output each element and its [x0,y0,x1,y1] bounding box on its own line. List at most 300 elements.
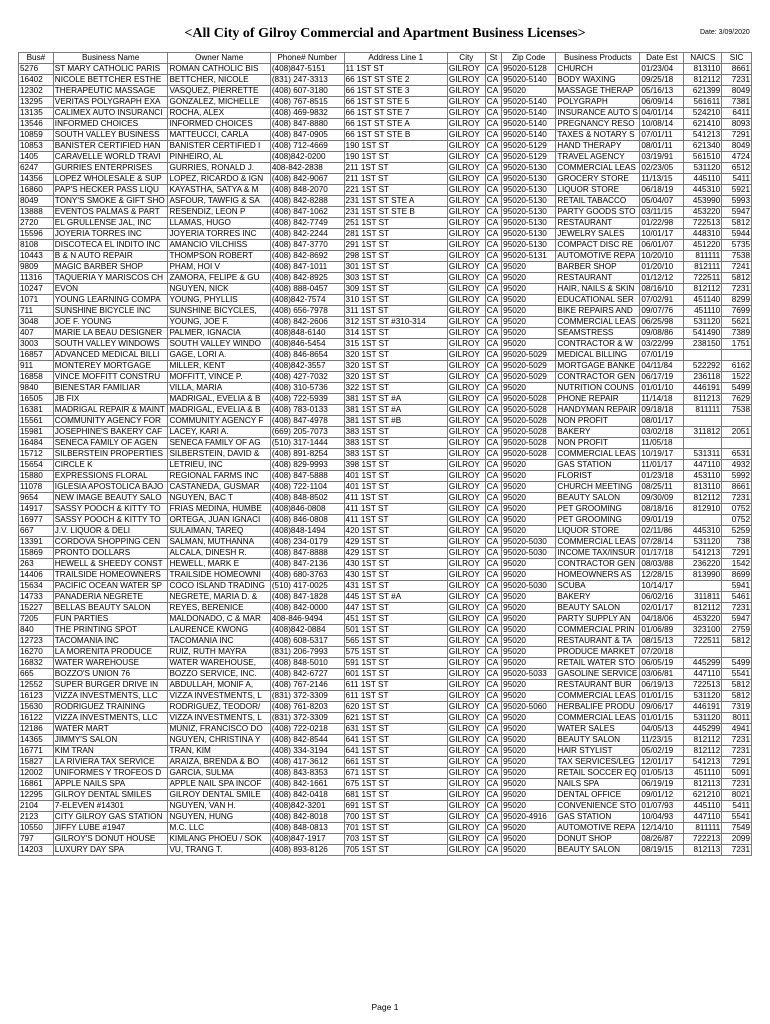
cell-business-products: DENTAL OFFICE [556,790,640,801]
cell-city: GILROY [447,647,485,658]
cell-city: GILROY [447,669,485,680]
cell-bus-num: 15880 [19,471,54,482]
cell-city: GILROY [447,493,485,504]
cell-business-products: JEWELRY SALES [556,229,640,240]
table-row [19,86,752,97]
cell-city: GILROY [447,284,485,295]
cell-sic: 8093 [722,119,752,130]
cell-sic: 6411 [722,108,752,119]
cell-address-line-1: 190 1ST ST [344,152,447,163]
cell-naics: 445310 [684,185,722,196]
cell-state: CA [485,603,501,614]
cell-bus-num: 10859 [19,130,54,141]
cell-date-est: 09/18/18 [640,405,684,416]
cell-bus-num: 1071 [19,295,54,306]
cell-city: GILROY [447,812,485,823]
cell-naics: 447110 [684,669,722,680]
cell-phone-number: 408-846-9494 [270,614,344,625]
cell-address-line-1: 420 1ST ST [344,526,447,537]
cell-bus-num: 16858 [19,372,54,383]
cell-date-est: 09/08/86 [640,328,684,339]
cell-business-name: SASSY POOCH & KITTY TO [53,515,168,526]
table-row [19,834,752,845]
cell-zip-code: 95020-5140 [502,97,556,108]
cell-bus-num: 15712 [19,449,54,460]
cell-sic: 5992 [722,471,752,482]
cell-state: CA [485,361,501,372]
cell-city: GILROY [447,845,485,856]
cell-city: GILROY [447,119,485,130]
cell-bus-num: 797 [19,834,54,845]
cell-owner-name: VIZZA INVESTMENTS, L [168,713,270,724]
cell-owner-name: JOYERIA TORRES INC [168,229,270,240]
cell-phone-number: (408) 712-4669 [270,141,344,152]
cell-business-name: HEWELL & SHEEDY CONST [53,559,168,570]
cell-bus-num: 13888 [19,207,54,218]
cell-business-name: JOSEPHINE'S BAKERY CAF [53,427,168,438]
cell-date-est: 10/20/10 [640,251,684,262]
cell-owner-name: GILROY DENTAL SMILE [168,790,270,801]
cell-phone-number: (408)842-3557 [270,361,344,372]
cell-business-products: MASSAGE THERAP [556,86,640,97]
cell-state: CA [485,570,501,581]
cell-naics: 323100 [684,625,722,636]
cell-address-line-1: 631 1ST ST [344,724,447,735]
cell-phone-number: (408) 842-8692 [270,251,344,262]
cell-sic: 7629 [722,394,752,405]
table-row [19,559,752,570]
cell-state: CA [485,427,501,438]
cell-phone-number: (408) 842-8925 [270,273,344,284]
cell-naics: 236220 [684,559,722,570]
cell-business-products: TAXES & NOTARY S [556,130,640,141]
cell-phone-number: (408) 847-8880 [270,119,344,130]
cell-owner-name: SENECA FAMILY OF AG [168,438,270,449]
cell-address-line-1: 398 1ST ST [344,460,447,471]
cell-zip-code: 95020 [502,559,556,570]
table-row [19,504,752,515]
cell-business-name: SUPER BURGER DRIVE IN [53,680,168,691]
cell-business-products: MEDICAL BILLING [556,350,640,361]
table-row [19,724,752,735]
cell-business-name: PACIFIC OCEAN WATER SP [53,581,168,592]
cell-owner-name: ROCHA, ALEX [168,108,270,119]
cell-owner-name: MALDONADO, C & MAR [168,614,270,625]
table-row [19,570,752,581]
cell-business-products: COMPACT DISC RE [556,240,640,251]
cell-city: GILROY [447,361,485,372]
cell-state: CA [485,394,501,405]
cell-naics: 447110 [684,460,722,471]
cell-bus-num: 15630 [19,702,54,713]
cell-phone-number: 408-842-2838 [270,163,344,174]
cell-business-name: J.V. LIQUOR & DELI [53,526,168,537]
table-row [19,691,752,702]
cell-sic: 7538 [722,251,752,262]
cell-owner-name: AMANCIO VILCHISS [168,240,270,251]
cell-zip-code: 95020 [502,306,556,317]
table-row [19,790,752,801]
cell-naics: 812112 [684,746,722,757]
report-title: <All City of Gilroy Commercial and Apartment Business Licenses> [184,26,586,41]
table-row [19,757,752,768]
cell-city: GILROY [447,746,485,757]
cell-owner-name: ARAIZA, BRENDA & BO [168,757,270,768]
cell-business-name: B & N AUTO REPAIR [53,251,168,262]
cell-naics: 813110 [684,482,722,493]
cell-owner-name: NGUYEN, VAN H. [168,801,270,812]
cell-date-est: 11/13/15 [640,174,684,185]
cell-address-line-1: 451 1ST ST [344,614,447,625]
cell-naics: 722513 [684,680,722,691]
cell-state: CA [485,801,501,812]
cell-state: CA [485,713,501,724]
table-row [19,273,752,284]
cell-owner-name: TRAN, KIM [168,746,270,757]
cell-phone-number: (408) 842-2244 [270,229,344,240]
cell-city: GILROY [447,515,485,526]
cell-phone-number: (408) 842-8018 [270,812,344,823]
cell-naics: 238150 [684,339,722,350]
cell-owner-name: KIMLANG PHOEU / SOK [168,834,270,845]
cell-state: CA [485,625,501,636]
cell-bus-num: 7205 [19,614,54,625]
cell-bus-num: 16484 [19,438,54,449]
cell-naics: 451140 [684,295,722,306]
cell-owner-name: MATTEUCCI, CARLA [168,130,270,141]
cell-bus-num: 13546 [19,119,54,130]
cell-sic: 5411 [722,801,752,812]
cell-bus-num: 16771 [19,746,54,757]
cell-zip-code: 95020 [502,570,556,581]
cell-bus-num: 6247 [19,163,54,174]
cell-business-name: INFORMED CHOICES [53,119,168,130]
cell-owner-name: SOUTH VALLEY WINDO [168,339,270,350]
cell-business-products: HOMEOWNERS AS [556,570,640,581]
cell-state: CA [485,64,501,75]
cell-business-products: PET GROOMING [556,515,640,526]
cell-business-products: TAX SERVICES/LEG [556,757,640,768]
cell-date-est: 09/01/19 [640,515,684,526]
cell-state: CA [485,768,501,779]
cell-address-line-1: 381 1ST ST #A [344,405,447,416]
cell-date-est: 01/23/04 [640,64,684,75]
cell-city: GILROY [447,779,485,790]
cell-business-products: SEAMSTRESS [556,328,640,339]
cell-naics: 445110 [684,174,722,185]
cell-naics: 561611 [684,97,722,108]
cell-zip-code: 95020-5029 [502,361,556,372]
cell-date-est: 08/16/10 [640,284,684,295]
cell-business-name: IGLESIA APOSTOLICA BAJO [53,482,168,493]
cell-city: GILROY [447,834,485,845]
cell-bus-num: 8049 [19,196,54,207]
cell-bus-num: 16861 [19,779,54,790]
cell-naics: 722213 [684,834,722,845]
cell-zip-code: 95020-5130 [502,218,556,229]
cell-business-products: EDUCATIONAL SER [556,295,640,306]
cell-zip-code: 95020-5130 [502,229,556,240]
cell-naics: 531120 [684,691,722,702]
cell-sic: 1522 [722,372,752,383]
cell-zip-code: 95020 [502,779,556,790]
cell-bus-num: 14733 [19,592,54,603]
cell-city: GILROY [447,207,485,218]
cell-phone-number: (408) 722-5939 [270,394,344,405]
cell-naics: 813990 [684,570,722,581]
cell-business-products: AUTOMOTIVE REPA [556,823,640,834]
report-date: Date: 3/09/2020 [700,29,750,36]
cell-bus-num: 10550 [19,823,54,834]
cell-sic: 7291 [722,757,752,768]
cell-sic: 738 [722,537,752,548]
cell-date-est: 09/25/18 [640,75,684,86]
cell-state: CA [485,339,501,350]
cell-bus-num: 12186 [19,724,54,735]
cell-date-est: 12/14/10 [640,823,684,834]
cell-sic: 7231 [722,603,752,614]
cell-address-line-1: 381 1ST ST #B [344,416,447,427]
cell-city: GILROY [447,240,485,251]
cell-state: CA [485,163,501,174]
table-row [19,196,752,207]
cell-date-est: 06/05/19 [640,658,684,669]
cell-sic: 8049 [722,86,752,97]
cell-business-products: NON PROFIT [556,416,640,427]
cell-business-products: INCOME TAX/INSUR [556,548,640,559]
cell-owner-name: NEGRETE, MARIA D. & [168,592,270,603]
cell-zip-code: 95020-5130 [502,207,556,218]
cell-business-products: MORTGAGE BANKE [556,361,640,372]
cell-naics: 524210 [684,108,722,119]
column-header-business-products: Business Products [556,53,640,64]
cell-business-products: BAKERY [556,592,640,603]
cell-address-line-1: 429 1ST ST [344,548,447,559]
cell-zip-code: 95020-5030 [502,548,556,559]
table-row [19,174,752,185]
cell-state: CA [485,526,501,537]
cell-owner-name: ZAMORA, FELIPE & GU [168,273,270,284]
table-row [19,449,752,460]
cell-city: GILROY [447,75,485,86]
table-row [19,537,752,548]
cell-business-name: GILROY'S DONUT HOUSE [53,834,168,845]
cell-phone-number: (408) 722-0218 [270,724,344,735]
cell-sic: 2051 [722,427,752,438]
cell-address-line-1: 320 1ST ST [344,350,447,361]
cell-state: CA [485,581,501,592]
cell-date-est: 04/05/13 [640,724,684,735]
cell-business-name: VIZZA INVESTMENTS, LLC [53,713,168,724]
cell-bus-num: 12302 [19,86,54,97]
table-row [19,669,752,680]
cell-owner-name: BANISTER CERTIFIED I [168,141,270,152]
cell-business-products: BARBER SHOP [556,262,640,273]
cell-state: CA [485,372,501,383]
cell-owner-name: PALMER, IGNACIA [168,328,270,339]
table-row [19,405,752,416]
cell-state: CA [485,834,501,845]
cell-state: CA [485,218,501,229]
cell-business-products: PREGNANCY RESO [556,119,640,130]
cell-state: CA [485,493,501,504]
cell-zip-code: 95020 [502,471,556,482]
cell-city: GILROY [447,592,485,603]
cell-business-name: BOZZO'S UNION 76 [53,669,168,680]
cell-phone-number: (408) 847-2136 [270,559,344,570]
cell-business-products: PARTY GOODS STO [556,207,640,218]
cell-business-name: SOUTH VALLEY WINDOWS [53,339,168,350]
cell-phone-number: (408) 680-3763 [270,570,344,581]
cell-naics [684,515,722,526]
cell-city: GILROY [447,471,485,482]
cell-sic: 6531 [722,449,752,460]
table-row [19,625,752,636]
cell-sic: 4941 [722,724,752,735]
cell-sic: 7231 [722,735,752,746]
cell-phone-number: (408) 847-1011 [270,262,344,273]
cell-owner-name: GURRIES, RONALD J. [168,163,270,174]
cell-address-line-1: 322 1ST ST [344,383,447,394]
cell-phone-number: (408) 656-7978 [270,306,344,317]
cell-naics: 621410 [684,119,722,130]
cell-zip-code: 95020-5030 [502,581,556,592]
cell-sic: 8661 [722,482,752,493]
cell-sic: 5812 [722,636,752,647]
cell-naics: 453220 [684,614,722,625]
cell-business-products: RETAIL WATER STO [556,658,640,669]
cell-naics: 451220 [684,240,722,251]
cell-address-line-1: 312 1ST ST #310-314 [344,317,447,328]
cell-state: CA [485,119,501,130]
cell-owner-name: YOUNG, PHYLLIS [168,295,270,306]
cell-business-name: ST MARY CATHOLIC PARIS [53,64,168,75]
cell-address-line-1: 383 1ST ST [344,438,447,449]
cell-naics: 451110 [684,768,722,779]
cell-date-est: 08/15/13 [640,636,684,647]
cell-state: CA [485,614,501,625]
cell-bus-num: 16857 [19,350,54,361]
table-row [19,207,752,218]
table-row [19,394,752,405]
cell-business-name: SILBERSTEIN PROPERTIES [53,449,168,460]
cell-bus-num: 407 [19,328,54,339]
cell-bus-num: 15827 [19,757,54,768]
cell-naics: 812112 [684,75,722,86]
cell-state: CA [485,790,501,801]
cell-business-products: NON PROFIT [556,438,640,449]
cell-business-products: HAIR, NAILS & SKIN [556,284,640,295]
cell-address-line-1: 565 1ST ST [344,636,447,647]
cell-business-name: PAP'S HECKER PASS LIQU [53,185,168,196]
cell-state: CA [485,383,501,394]
cell-sic: 0752 [722,515,752,526]
cell-date-est: 03/22/99 [640,339,684,350]
cell-date-est: 12/28/15 [640,570,684,581]
cell-sic: 7231 [722,284,752,295]
cell-address-line-1: 641 1ST ST [344,735,447,746]
cell-phone-number: (408)848-6140 [270,328,344,339]
cell-city: GILROY [447,691,485,702]
cell-date-est: 05/16/13 [640,86,684,97]
cell-city: GILROY [447,405,485,416]
cell-business-name: TAQUERIA Y MARISCOS CH [53,273,168,284]
table-row [19,702,752,713]
cell-phone-number: (408) 842-8544 [270,735,344,746]
cell-phone-number: (831) 206-7993 [270,647,344,658]
cell-date-est: 01/20/10 [640,262,684,273]
cell-naics: 531120 [684,317,722,328]
cell-date-est: 06/02/16 [640,592,684,603]
cell-date-est: 06/25/98 [640,317,684,328]
cell-zip-code: 95020 [502,746,556,757]
cell-zip-code: 95020-5130 [502,196,556,207]
cell-zip-code: 95020 [502,625,556,636]
cell-bus-num: 9809 [19,262,54,273]
cell-sic: 7549 [722,823,752,834]
cell-phone-number: (408) 310-5736 [270,383,344,394]
cell-naics: 722511 [684,273,722,284]
cell-phone-number: (408)842-0884 [270,625,344,636]
cell-address-line-1: 691 1ST ST [344,801,447,812]
cell-naics: 561510 [684,152,722,163]
cell-phone-number: (408) 847-0905 [270,130,344,141]
cell-owner-name: REYES, BERENICE [168,603,270,614]
cell-city: GILROY [447,570,485,581]
table-row [19,823,752,834]
cell-bus-num: 15227 [19,603,54,614]
cell-city: GILROY [447,152,485,163]
cell-business-name: COMMUNITY AGENCY FOR [53,416,168,427]
cell-address-line-1: 66 1ST ST STE 2 [344,75,447,86]
cell-phone-number: (408)848-1494 [270,526,344,537]
cell-owner-name: NGUYEN, CHRISTINA Y [168,735,270,746]
cell-sic [722,438,752,449]
table-row [19,218,752,229]
cell-business-products: CONTRACTOR GEN [556,372,640,383]
cell-business-name: SUNSHINE BICYCLE INC [53,306,168,317]
column-header-phone-number: Phone# Number [270,53,344,64]
cell-business-name: YOUNG LEARNING COMPA [53,295,168,306]
cell-city: GILROY [447,295,485,306]
cell-sic: 5812 [722,273,752,284]
table-row [19,240,752,251]
cell-naics: 812112 [684,493,722,504]
cell-city: GILROY [447,823,485,834]
cell-naics: 541213 [684,757,722,768]
cell-address-line-1: 430 1ST ST [344,559,447,570]
table-row [19,416,752,427]
cell-sic: 5259 [722,526,752,537]
cell-business-products: COMMERCIAL PRIN [556,625,640,636]
cell-date-est: 05/04/07 [640,196,684,207]
cell-address-line-1: 310 1ST ST [344,295,447,306]
cell-zip-code: 95020 [502,460,556,471]
table-row [19,515,752,526]
cell-zip-code: 95020-5130 [502,185,556,196]
cell-state: CA [485,812,501,823]
cell-city: GILROY [447,251,485,262]
cell-sic: 5499 [722,658,752,669]
cell-zip-code: 95020 [502,713,556,724]
cell-sic [722,416,752,427]
cell-date-est: 09/01/12 [640,790,684,801]
cell-zip-code: 95020-5028 [502,427,556,438]
cell-bus-num: 665 [19,669,54,680]
cell-bus-num: 11316 [19,273,54,284]
cell-business-name: SOUTH VALLEY BUSINESS [53,130,168,141]
cell-naics [684,350,722,361]
